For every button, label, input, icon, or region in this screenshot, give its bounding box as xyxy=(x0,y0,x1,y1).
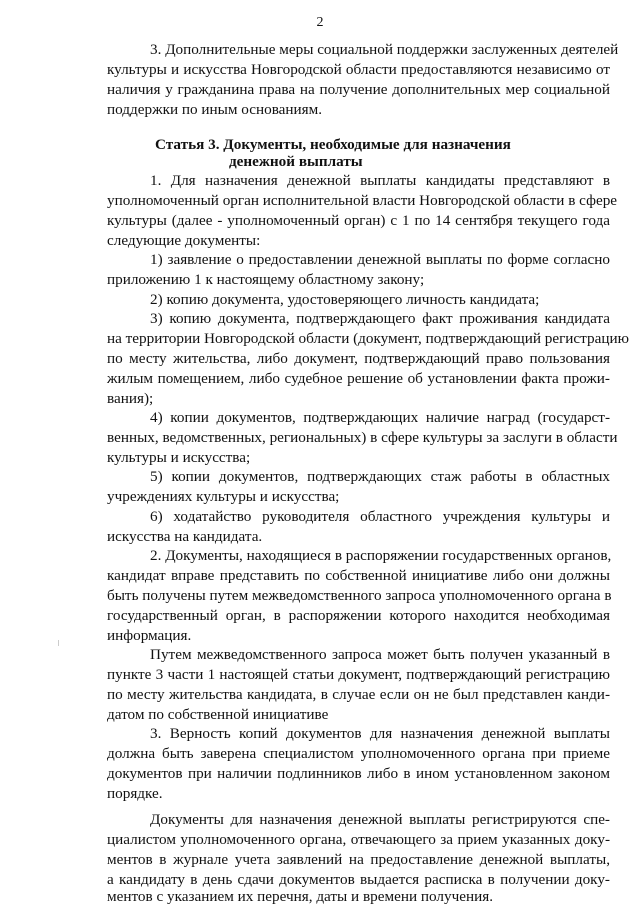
list-item-6: 6) ходатайство руководителя областного учреждения культуры и xyxy=(150,508,610,525)
text-line: ментов в журнале учета заявлений на предоставление денежной выплаты, xyxy=(107,851,610,868)
text-line: Путем межведомственного запроса может быть получен указанный в xyxy=(150,646,610,663)
list-item-1: 1) заявление о предоставлении денежной выплаты по форме согласно xyxy=(150,251,610,268)
text-line: должна быть заверена специалистом уполномоченного органа при приеме xyxy=(107,745,610,762)
text-line: по месту жительства, либо документ, подтверждающий право пользования xyxy=(107,350,610,367)
list-item-5: 5) копии документов, подтверждающих стаж работы в областных xyxy=(150,468,610,485)
list-item-3: 3) копию документа, подтверждающего факт проживания кандидата xyxy=(150,310,610,327)
text-line: поддержки по иным основаниям. xyxy=(107,101,323,118)
page-number: 2 xyxy=(316,15,324,30)
text-line: 1. Для назначения денежной выплаты кандидаты представляют в xyxy=(150,172,610,189)
text-line: информация. xyxy=(107,627,192,644)
margin-mark xyxy=(58,640,59,646)
text-line: по месту жительства кандидата, в случае если он не был представлен канди- xyxy=(107,686,610,703)
text-line: культуры и искусства Новгородской области предоставляются независимо от xyxy=(107,61,610,78)
text-line: следующие документы: xyxy=(107,232,261,249)
text-line: наличия у гражданина права на получение дополнительных мер социальной xyxy=(107,81,610,98)
text-line: вания); xyxy=(107,390,154,407)
text-line: ментов с указанием их перечня, даты и времени получения. xyxy=(107,888,493,905)
text-line: циалистом уполномоченного органа, отвечающего за прием указанных доку- xyxy=(107,831,610,848)
text-line: приложению 1 к настоящему областному закону; xyxy=(107,271,425,288)
text-line: государственный орган, в распоряжении которого находится необходимая xyxy=(107,607,610,624)
text-line: жилым помещением, либо судебное решение об установлении факта прожи- xyxy=(107,370,610,387)
text-line: искусства на кандидата. xyxy=(107,528,263,545)
text-line: 2. Документы, находящиеся в распоряжении государственных органов, xyxy=(150,547,612,564)
text-line: а кандидату в день сдачи документов выдается расписка в получении доку- xyxy=(107,871,610,888)
text-line: быть получены путем межведомственного запроса уполномоченного органа в xyxy=(107,587,612,604)
text-line: кандидат вправе представить по собственной инициативе либо они должны xyxy=(107,567,610,584)
text-line: 3. Дополнительные меры социальной поддержки заслуженных деятелей xyxy=(150,41,619,58)
text-line: на территории Новгородской области (документ, подтверждающий регистрацию xyxy=(107,330,629,347)
text-line: порядке. xyxy=(107,785,163,802)
list-item-2: 2) копию документа, удостоверяющего личность кандидата; xyxy=(150,291,540,308)
text-line: 3. Верность копий документов для назначения денежной выплаты xyxy=(150,725,610,742)
article-heading-line2: денежной выплаты xyxy=(229,153,363,170)
text-line: культуры (далее - уполномоченный орган) с 1 по 14 сентября текущего года xyxy=(107,212,610,229)
text-line: уполномоченный орган исполнительной власти Новгородской области в сфере xyxy=(107,192,618,209)
text-line: датом по собственной инициативе xyxy=(107,706,329,723)
text-line: Документы для назначения денежной выплаты регистрируются спе- xyxy=(150,811,610,828)
text-line: пункте 3 части 1 настоящей статьи документ, подтверждающий регистрацию xyxy=(107,666,610,683)
text-line: венных, ведомственных, региональных) в сфере культуры за заслуги в области xyxy=(107,429,618,446)
list-item-4: 4) копии документов, подтверждающих наличие наград (государст- xyxy=(150,409,610,426)
article-heading-line1: Статья 3. Документы, необходимые для назначения xyxy=(155,136,511,153)
text-line: учреждениях культуры и искусства; xyxy=(107,488,340,505)
text-line: культуры и искусства; xyxy=(107,449,251,466)
text-line: документов при наличии подлинников либо в ином установленном законом xyxy=(107,765,610,782)
